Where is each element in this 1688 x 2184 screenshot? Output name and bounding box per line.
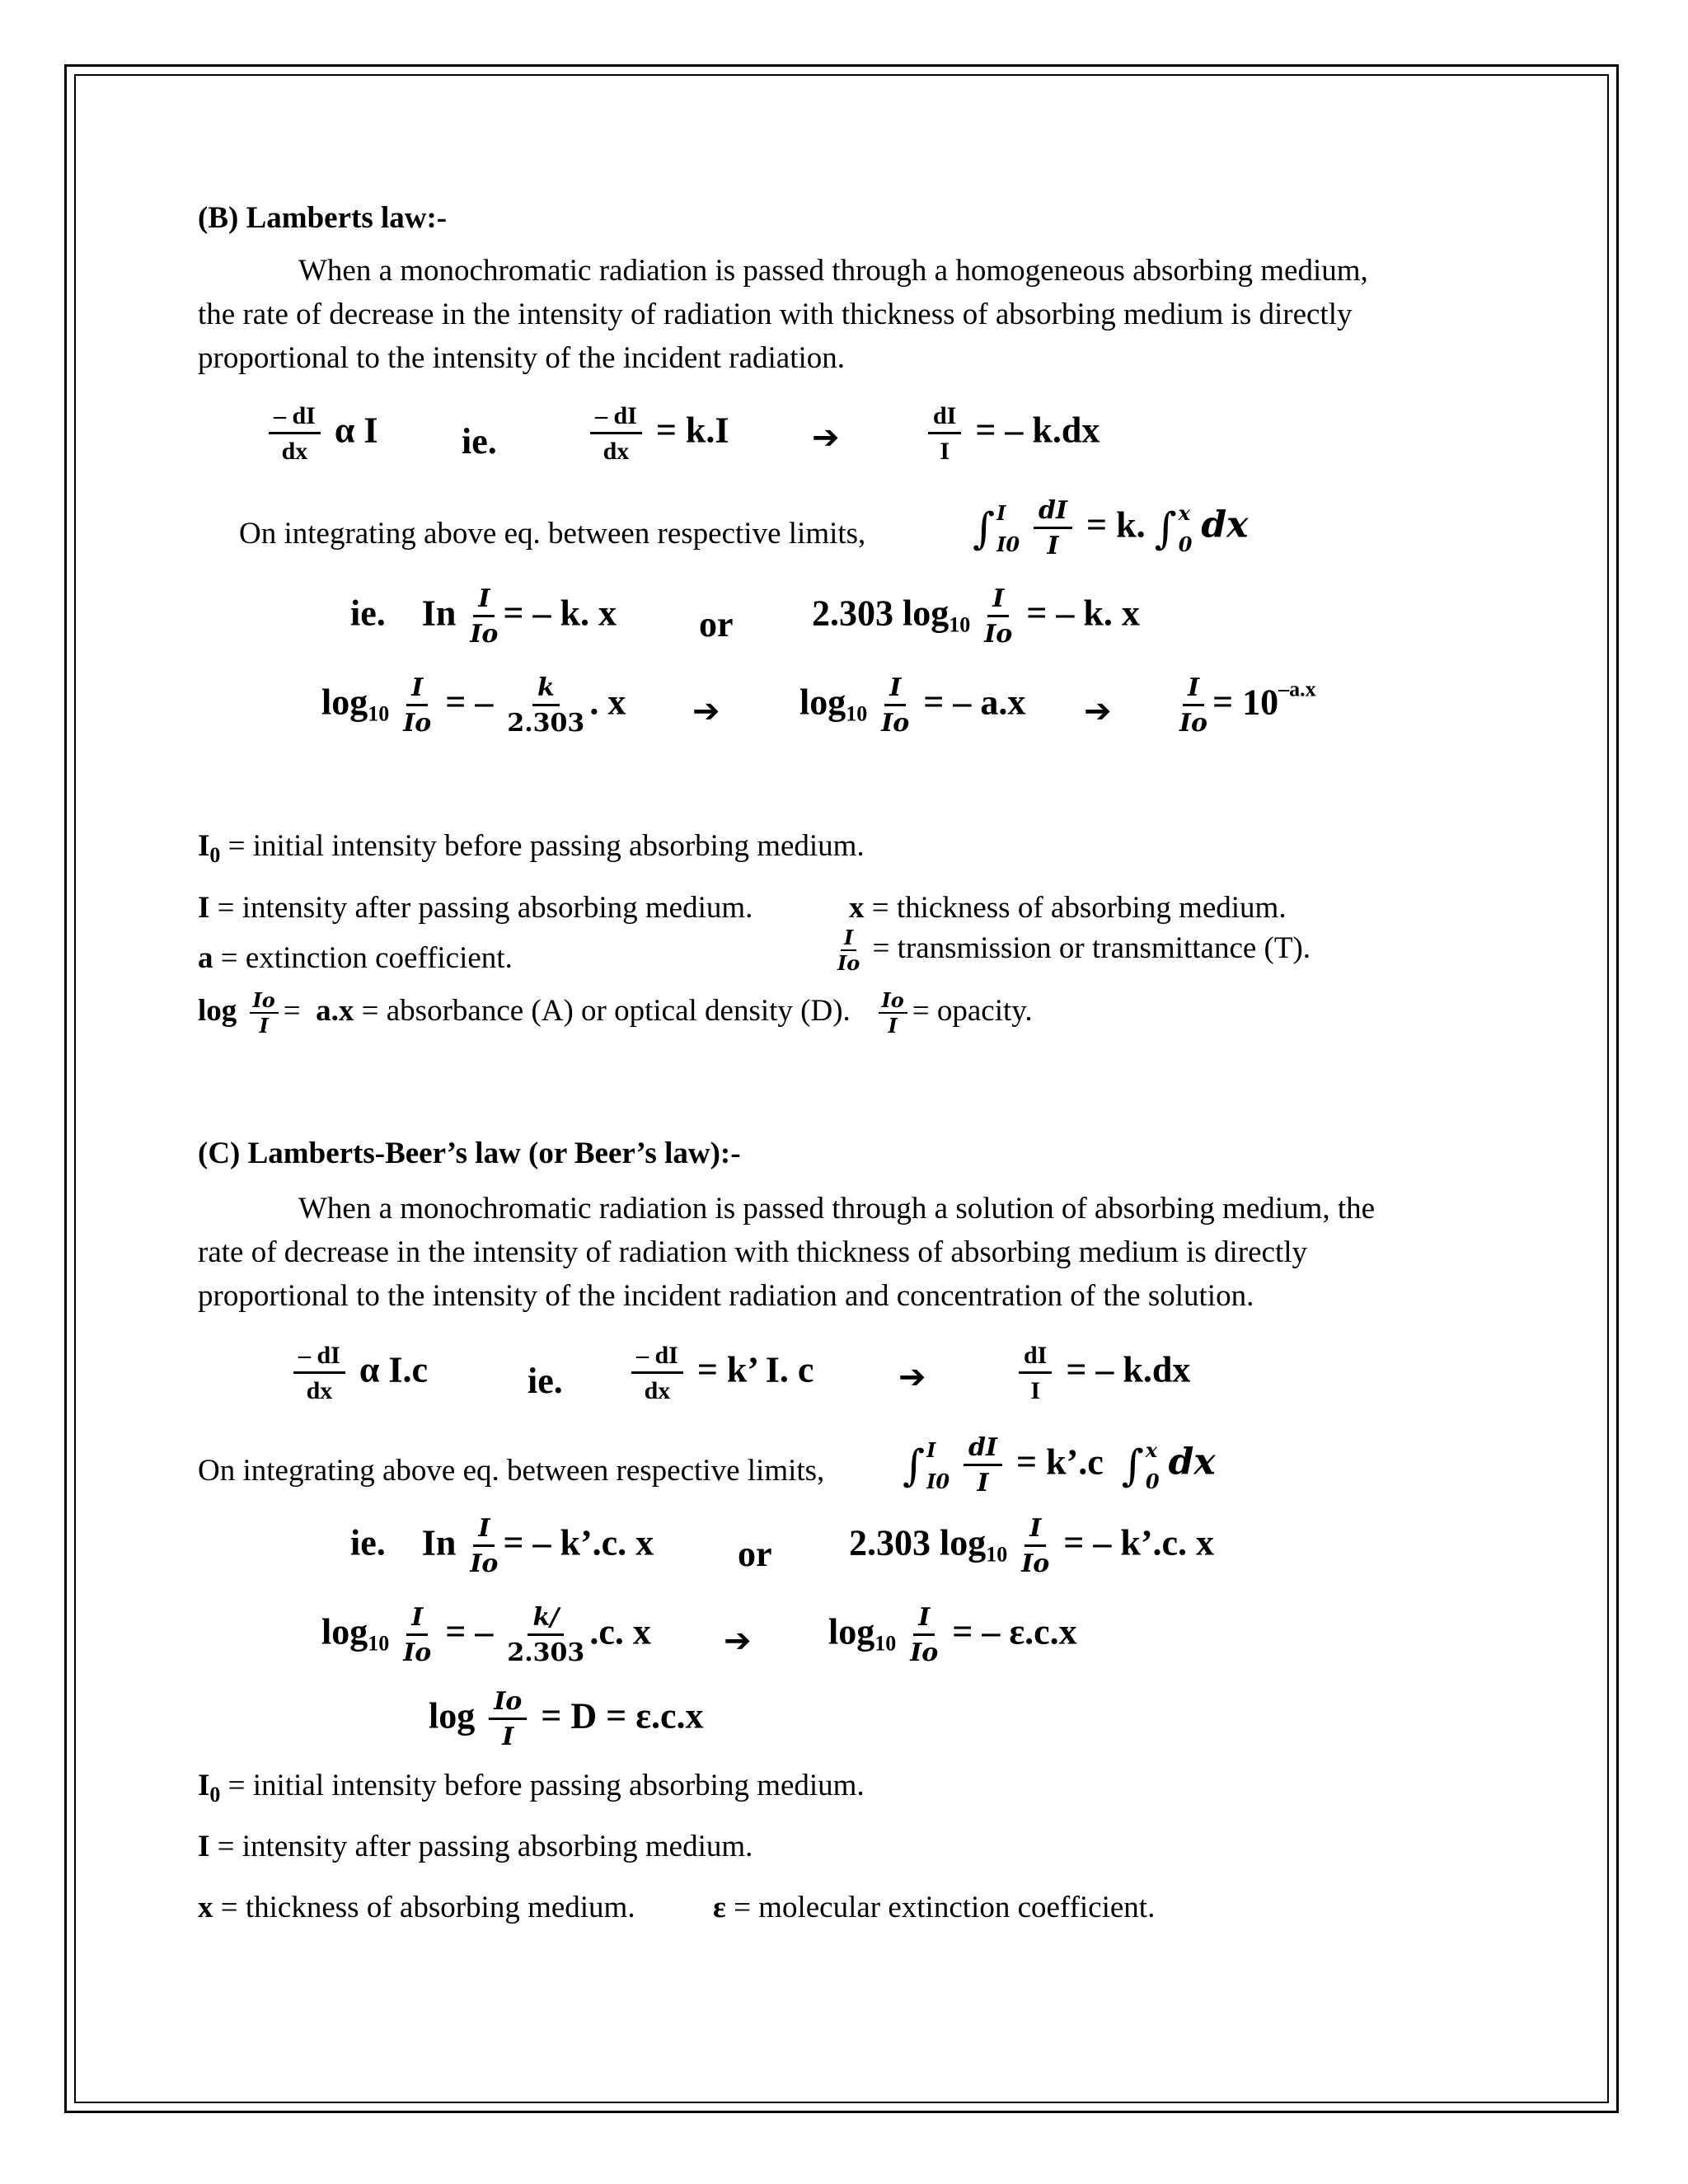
section-c-equation-2b: 2.303 $\log_{10}$ $\frac{I}{Io}$ = – k’.c. x [849,1514,1215,1578]
dI-over-I-fraction: $\frac{dI}{I}$ [928,404,961,464]
section-c-ie: ie. [528,1361,563,1401]
section-b-integrating-text: On integrating above eq. between respective limits, [239,517,866,551]
equals-k-prime-c: = k’.c [1016,1441,1104,1483]
section-b-integral-equation [973,496,1249,560]
def-absorbance: log $\frac{Io}{I}$ = a.x = absorbance (A) or optical density (D). $\frac{Io}{I}$ = opacity. [198,988,1033,1038]
dI-over-I-fraction: $\frac{dI}{I}$ [964,1436,1002,1496]
def-thickness: x = thickness of absorbing medium. [849,891,1287,925]
section-c-equation-1c [1014,1343,1190,1404]
I-over-Io-fraction: $\frac{I}{Io}$ [470,1514,499,1578]
dx-term: dx [1168,1441,1216,1483]
log-label: log [903,593,950,634]
def-final-intensity: I = intensity after passing absorbing medium. [198,891,753,925]
Io-over-I-fraction: $\frac{Io}{I}$ [879,991,907,1036]
dot-x: . x [589,682,626,723]
section-b-heading: (B) Lamberts law:- [198,201,448,235]
implies-arrow-icon: ➔ [898,1358,926,1396]
log-label: log [940,1522,987,1563]
ie-label: ie. [350,1522,386,1563]
equals-minus: = – [445,682,494,723]
neg-dI-dx-fraction: $\frac{- dI}{dx}$ [590,404,642,464]
section-c-paragraph [198,1187,1484,1318]
log-label: log [321,682,368,723]
I-over-Io-fraction: $\frac{I}{Io}$ [1021,1514,1050,1578]
integral-sign: ∫ I I0 [903,1437,950,1493]
log-label: log [828,1611,875,1652]
I-over-Io-fraction: $\frac{I}{Io}$ [881,673,910,738]
section-c-equation-2 [350,1516,654,1577]
implies-arrow-icon: ➔ [1084,692,1112,730]
section-b-para-line-3: proportional to the intensity of the incident radiation. [198,341,846,375]
section-c-equation-1 [288,1343,428,1404]
section-b-ie: ie. [462,421,497,462]
section-c-para-line-2: rate of decrease in the intensity of radiation with thickness of absorbing medium is directly [198,1235,1308,1269]
implies-arrow-icon: ➔ [692,692,720,730]
section-b-equation-3: $\log_{10}$ $\frac{I}{Io}$ = – $\frac{k}{2.303}$ . x [321,673,626,738]
ln-label: In [421,593,457,634]
I-over-Io-fraction: $\frac{I}{Io}$ [403,673,432,738]
I-over-Io-fraction: $\frac{I}{Io}$ [910,1603,939,1667]
c-def-final-intensity: I = intensity after passing absorbing medium. [198,1830,753,1863]
section-c-integrating-text: On integrating above eq. between respective limits, [198,1454,825,1488]
section-b-equation-2b: 2.303 $\log_{10}$ $\frac{I}{Io}$ = – k. x [812,584,1140,649]
dI-over-I-fraction: $\frac{dI}{I}$ [1019,1343,1052,1404]
Io-over-I-fraction: $\frac{Io}{I}$ [250,991,279,1036]
section-b-equation-1 [264,404,378,464]
k-over-2303-fraction: $\frac{k}{2.303}$ [507,673,585,738]
dot-c-x: .c. x [589,1611,651,1652]
I-over-Io-fraction: $\frac{I}{Io}$ [1179,673,1208,738]
section-c-equation-1b [626,1343,814,1404]
exponent: –a.x [1278,677,1316,701]
log-label: log [429,1695,476,1736]
c-def-initial-intensity: $I_0$ = initial intensity before passing absorbing medium. [198,1769,865,1807]
I-over-Io-fraction: $\frac{I}{Io}$ [470,584,499,649]
integral-sign: ∫ x 0 [1154,500,1193,556]
c-def-thickness: x = thickness of absorbing medium. [198,1891,635,1924]
equals-ten: = 10 [1212,682,1279,723]
def-extinction-coefficient: a = extinction coefficient. [198,941,513,975]
section-c-para-line-1: When a monochromatic radiation is passed through a solution of absorbing medium, the [298,1192,1376,1226]
equals-k: = k. [1086,504,1146,546]
constant-2303: 2.303 [812,593,893,634]
dx-term: dx [1201,504,1249,546]
equals-k-prime-I-c: = k’ I. c [696,1349,814,1390]
rhs: = – a.x [923,682,1026,723]
def-transmittance: $\frac{I}{Io}$ = transmission or transmittance (T). [837,926,1311,976]
neg-dI-dx-fraction: $\frac{- dI}{dx}$ [631,1343,683,1404]
equals-k-I: = k.I [655,410,729,451]
rhs: = – k’.c. x [1063,1522,1215,1563]
Io-over-I-fraction: $\frac{Io}{I}$ [489,1690,527,1750]
section-b-para-line-1: When a monochromatic radiation is passed through a homogeneous absorbing medium, [298,254,1368,288]
rhs: = – k. x [503,593,617,634]
integral-sign: ∫ I I0 [973,500,1020,556]
def-initial-intensity: $I_0$ = initial intensity before passing absorbing medium. [198,829,865,867]
dI-over-I-fraction: $\frac{dI}{I}$ [1034,499,1072,559]
log-label: log [321,1611,368,1652]
section-b-equation-3c [1175,673,1316,738]
section-b-paragraph [198,249,1484,380]
section-c-equation-3b: $\log_{10}$ $\frac{I}{Io}$ = – ε.c.x [828,1603,1077,1667]
integral-sign: ∫ x 0 [1121,1437,1160,1493]
section-b-equation-3b: $\log_{10}$ $\frac{I}{Io}$ = – a.x [799,673,1026,738]
neg-dI-dx-fraction: $\frac{- dI}{dx}$ [293,1343,345,1404]
proportional-to-I: α I [334,410,378,451]
implies-arrow-icon: ➔ [724,1622,752,1660]
section-b-para-line-2: the rate of decrease in the intensity of radiation with thickness of absorbing medium is directly [198,298,1353,331]
equals-minus: = – [445,1611,494,1652]
section-c-para-line-3: proportional to the intensity of the incident radiation and concentration of the solution. [198,1279,1254,1313]
c-def-molecular-extinction: ε = molecular extinction coefficient. [713,1891,1156,1924]
section-c-equation-3: $\log_{10}$ $\frac{I}{Io}$ = – $\frac{k/}{2.303}$ .c. x [321,1603,651,1667]
section-b-or: or [699,604,734,644]
I-over-Io-fraction: $\frac{I}{Io}$ [837,926,860,976]
rhs: = D = ε.c.x [541,1695,704,1736]
constant-2303: 2.303 [849,1522,931,1563]
I-over-Io-fraction: $\frac{I}{Io}$ [984,584,1013,649]
section-b-equation-1b [585,404,729,464]
ie-label: ie. [350,593,386,634]
neg-dI-dx-fraction: $\frac{- dI}{dx}$ [269,404,321,464]
rhs: = – ε.c.x [952,1611,1077,1652]
k-prime-over-2303-fraction: $\frac{k/}{2.303}$ [507,1603,585,1667]
section-c-equation-4 [429,1687,704,1751]
log-label: log [799,682,846,723]
rhs: = – k. x [1026,593,1140,634]
I-over-Io-fraction: $\frac{I}{Io}$ [403,1603,432,1667]
section-b-equation-2 [350,584,617,649]
equals-minus-k-dx: = – k.dx [975,410,1100,451]
section-c-or: or [738,1534,772,1574]
section-b-equation-1c [923,404,1100,464]
section-c-heading: (C) Lamberts-Beer’s law (or Beer’s law):- [198,1137,741,1170]
section-c-integral-equation [903,1433,1216,1497]
equals-minus-k-dx: = – k.dx [1066,1349,1191,1390]
rhs: = – k’.c. x [503,1522,654,1563]
proportional-to-Ic: α I.c [359,1349,429,1390]
ln-label: In [421,1522,457,1563]
implies-arrow-icon: ➔ [812,419,840,457]
